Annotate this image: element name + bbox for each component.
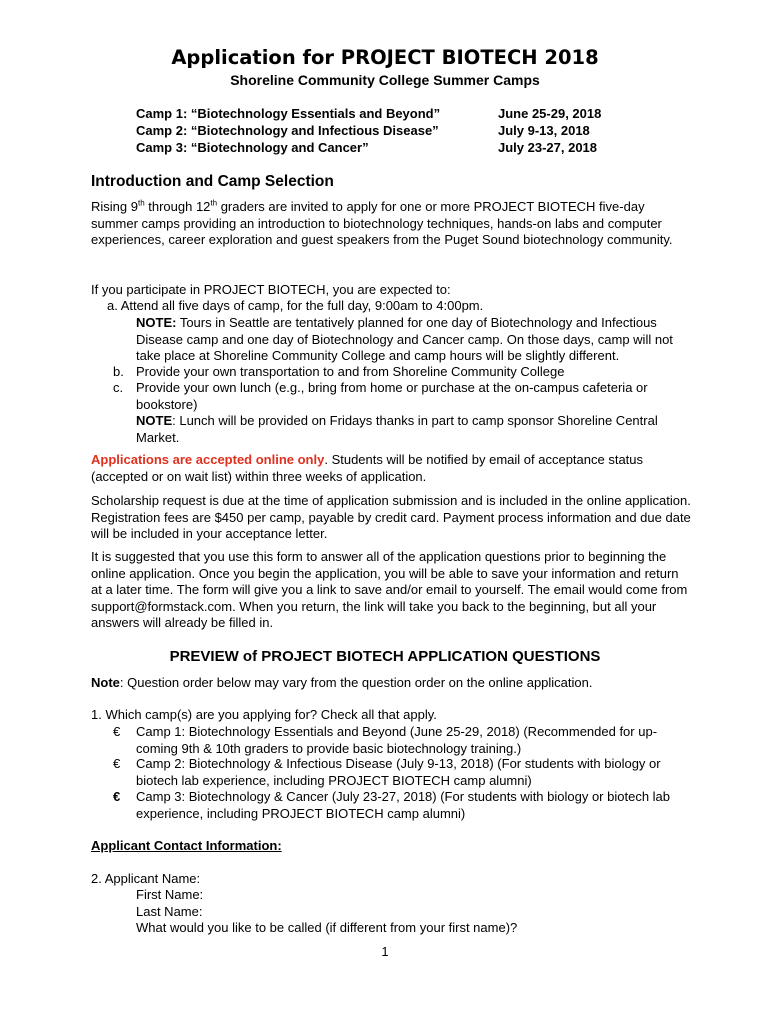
page-number: 1 [381, 944, 389, 959]
checkbox-camp-3[interactable]: € [113, 789, 121, 804]
scholarship-paragraph: Scholarship request is due at the time of application submission and is included in the online application. Registration fees are $450 per camp, payable by credit card. Payment process information and due date will be included in your acceptance letter. [91, 493, 691, 541]
camp-row-3 [136, 140, 656, 155]
camp-name: Camp 3: “Biotechnology and Cancer” [136, 140, 369, 155]
intro-heading: Introduction and Camp Selection [91, 173, 334, 190]
camp-date: June 25-29, 2018 [498, 106, 602, 121]
note-lunch: NOTE: Lunch will be provided on Fridays thanks in part to camp sponsor Shoreline Central Market. [136, 413, 658, 445]
camp-row-1 [136, 106, 656, 121]
camp-date: July 23-27, 2018 [498, 140, 598, 155]
expectation-b: Provide your own transportation to and from Shoreline Community College [136, 364, 565, 379]
expectation-a: a. Attend all five days of camp, for the full day, 9:00am to 4:00pm. [107, 298, 484, 313]
suggestion-paragraph: It is suggested that you use this form to answer all of the application questions prior to beginning the online application. Once you begin the application, you will be able to save your information and return at a later time. The form will give you a link to save and/or email to yourself. The email would come from support@formstack.com. When you return, the link will take you back to the beginning, but all your answers will already be filled in. [91, 549, 688, 630]
question-1: 1. Which camp(s) are you applying for? Check all that apply. [91, 707, 437, 722]
camp-date: July 9-13, 2018 [498, 123, 590, 138]
question-2: 2. Applicant Name: [91, 871, 201, 886]
expectations-intro: If you participate in PROJECT BIOTECH, you are expected to: [91, 282, 451, 297]
first-name-label: First Name: [136, 887, 204, 902]
camp-name: Camp 2: “Biotechnology and Infectious Disease” [136, 123, 439, 138]
preview-heading: PREVIEW of PROJECT BIOTECH APPLICATION QUESTIONS [169, 648, 601, 665]
expectation-c: Provide your own lunch (e.g., bring from home or purchase at the on-campus cafeteria or bookstore) [136, 380, 648, 412]
contact-heading: Applicant Contact Information: [91, 838, 282, 853]
camp-row-2 [136, 123, 656, 138]
list-marker-b: b. [113, 364, 124, 379]
online-only-highlight: Applications are accepted online only [91, 452, 325, 467]
checkbox-camp-2[interactable]: € [113, 756, 121, 771]
note-tours: NOTE: Tours in Seattle are tentatively planned for one day of Biotechnology and Infectious Disease camp and one day of Biotechnology and Cancer camp. On those days, camp will not take place at Shoreline Community College and camp hours will be slightly different. [136, 315, 673, 363]
nickname-label: What would you like to be called (if different from your first name)? [136, 920, 518, 935]
intro-paragraph: Rising 9th through 12th graders are invited to apply for one or more PROJECT BIOTECH five-day summer camps providing an introduction to biotechnology techniques, hands-on labs and computer experiences, career exploration and guest speakers from the Puget Sound biotechnology community. [91, 198, 673, 247]
online-notice: Applications are accepted online only. Students will be notified by email of acceptance status (accepted or on wait list) within three weeks of application. [91, 452, 644, 484]
camp-name: Camp 1: “Biotechnology Essentials and Beyond” [136, 106, 441, 121]
option-camp-3: Camp 3: Biotechnology & Cancer (July 23-27, 2018) (For students with biology or biotech lab experience, including PROJECT BIOTECH camp alumni) [136, 789, 671, 821]
last-name-label: Last Name: [136, 904, 203, 919]
preview-note: Note: Question order below may vary from the question order on the online application. [91, 675, 593, 690]
document-subtitle: Shoreline Community College Summer Camps [230, 72, 540, 88]
checkbox-camp-1[interactable]: € [113, 724, 121, 739]
option-camp-1: Camp 1: Biotechnology Essentials and Beyond (June 25-29, 2018) (Recommended for up-coming 9th & 10th graders to provide basic biotechnology training.) [136, 724, 658, 756]
option-camp-2: Camp 2: Biotechnology & Infectious Disease (July 9-13, 2018) (For students with biology or biotech lab experience, including PROJECT BIOTECH camp alumni) [136, 756, 661, 788]
list-marker-c: c. [113, 380, 124, 395]
document-title: Application for PROJECT BIOTECH 2018 [171, 46, 599, 69]
